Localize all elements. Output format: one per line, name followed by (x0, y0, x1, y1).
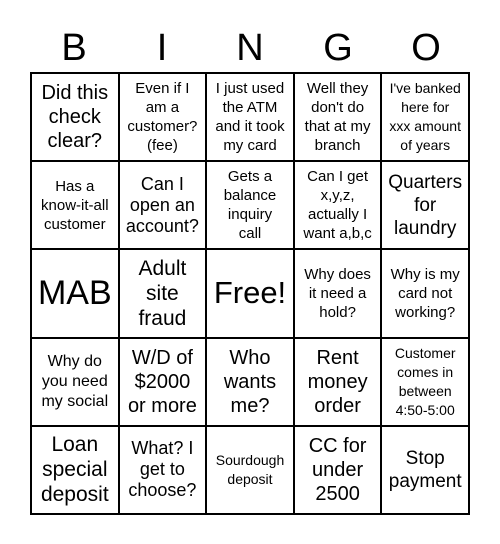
cell-text: I've banked here for xxx amount of years (389, 80, 461, 154)
cell-text: Loan special deposit (40, 433, 109, 507)
bingo-cell[interactable] (119, 249, 207, 337)
cell-text: MAB (37, 274, 112, 313)
bingo-cell[interactable] (206, 426, 294, 514)
cell-text: What? I get to choose? (128, 438, 197, 501)
cell-text: Stop payment (388, 447, 462, 492)
bingo-cell[interactable] (31, 338, 119, 426)
cell-text: Did this check clear? (41, 82, 109, 153)
bingo-board (30, 72, 470, 515)
bingo-cell[interactable] (206, 161, 294, 249)
bingo-cell[interactable] (206, 73, 294, 161)
cell-text: Quarters for laundry (388, 171, 463, 239)
cell-text: Why is my card not working? (390, 265, 460, 321)
bingo-cell[interactable] (119, 161, 207, 249)
bingo-cell[interactable] (206, 338, 294, 426)
header-letter-b: B (61, 27, 87, 69)
cell-text: Even if I am a customer? (fee) (127, 80, 198, 155)
bingo-cell[interactable] (294, 161, 382, 249)
bingo-cell[interactable] (31, 161, 119, 249)
cell-text: Why does it need a hold? (304, 265, 371, 321)
bingo-cell[interactable] (381, 249, 469, 337)
bingo-cell[interactable] (31, 249, 119, 337)
cell-text: Who wants me? (223, 346, 277, 417)
header-letter-i: I (156, 27, 168, 69)
header-letter-o: O (411, 27, 441, 69)
bingo-cell[interactable] (381, 338, 469, 426)
bingo-cell[interactable] (31, 426, 119, 514)
bingo-cell[interactable] (294, 73, 382, 161)
cell-text: Well they don't do that at my branch (304, 80, 371, 155)
bingo-cell[interactable] (294, 249, 382, 337)
bingo-cell[interactable] (31, 73, 119, 161)
bingo-cell[interactable] (294, 338, 382, 426)
cell-text: Rent money order (307, 346, 368, 417)
bingo-cell[interactable] (381, 426, 469, 514)
cell-text: Can I get x,y,z, actually I want a,b,c (303, 168, 372, 243)
free-space-cell[interactable] (206, 249, 294, 337)
bingo-cell[interactable] (119, 73, 207, 161)
cell-text: I just used the ATM and it took my card (215, 80, 285, 155)
cell-text: Adult site fraud (138, 256, 187, 330)
bingo-cell[interactable] (119, 426, 207, 514)
header-letter-g: G (323, 27, 353, 69)
bingo-cell[interactable] (119, 338, 207, 426)
bingo-cell[interactable] (381, 161, 469, 249)
cell-text: Has a know-it-all customer (41, 177, 109, 233)
cell-text: Customer comes in between 4:50-5:00 (394, 344, 456, 418)
cell-text: CC for under 2500 (308, 434, 367, 505)
cell-text: Gets a balance inquiry call (223, 168, 277, 243)
cell-text: Why do you need my social (41, 352, 109, 410)
cell-text: Can I open an account? (125, 173, 199, 236)
cell-text: W/D of $2000 or more (127, 346, 197, 417)
cell-text: Sourdough deposit (215, 451, 285, 487)
header-letter-n: N (236, 27, 264, 69)
bingo-cell[interactable] (294, 426, 382, 514)
bingo-cell[interactable] (381, 73, 469, 161)
bingo-header (30, 24, 470, 72)
free-space-text: Free! (213, 275, 287, 311)
